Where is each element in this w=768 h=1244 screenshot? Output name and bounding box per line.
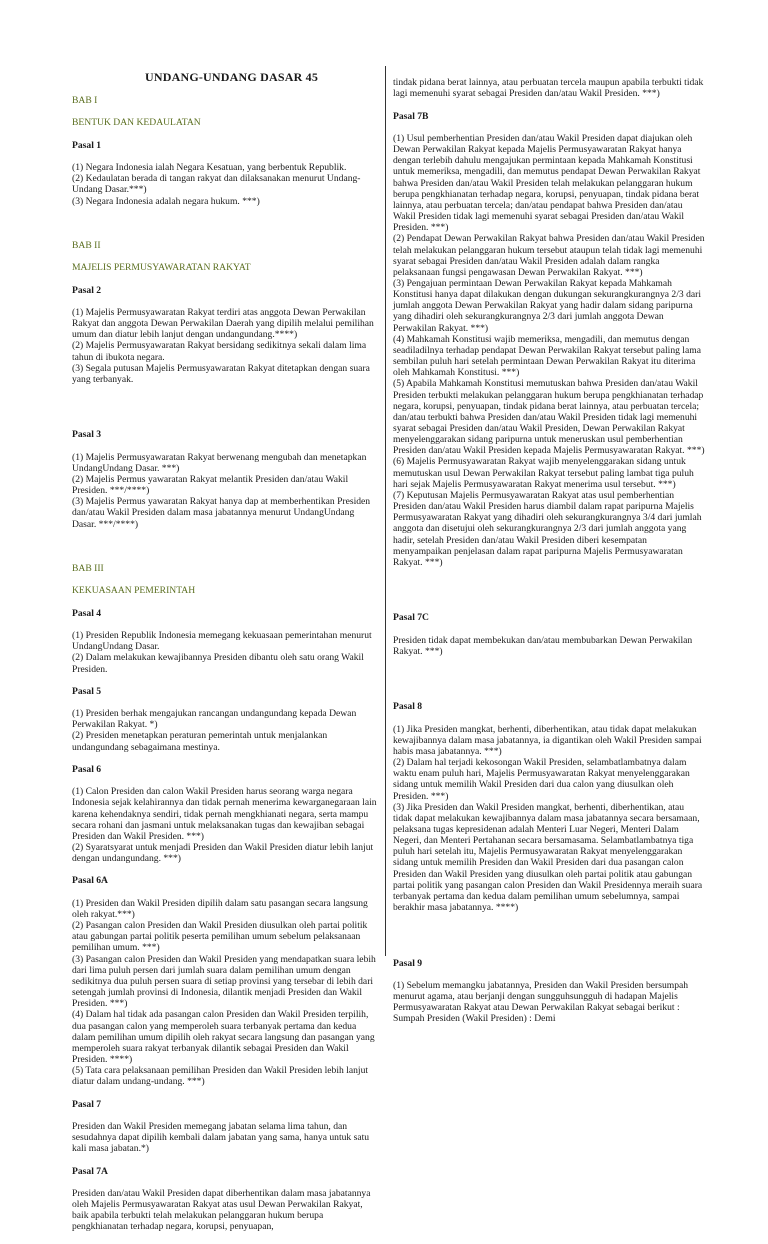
article-body-continued: tindak pidana berat lainnya, atau perbuatan tercela maupun apabila terbukti tidak lagi memenuhi syarat sebagai Presiden dan/atau Wakil Presiden. ***) [393, 77, 704, 100]
chapter-title: BENTUK DAN KEDAULATAN [72, 117, 201, 129]
column-divider [385, 66, 386, 956]
document-title: UNDANG-UNDANG DASAR 45 [145, 70, 319, 84]
article-heading: Pasal 6A [72, 875, 108, 887]
article-body: (1) Calon Presiden dan calon Wakil Presiden harus seorang warga negara Indonesia sejak kelahirannya dan tidak pernah menerima kewarganegaraan lain karena kehendaknya sendiri, tidak pernah mengkhianati negara, serta mampu secara rohani dan jasmani untuk melaksanakan tugas dan kewajiban sebagai Presiden dan Wakil Presiden. ***) (2) Syaratsyarat untuk menjadi Presiden dan Wakil Presiden diatur lebih lanjut dengan undangundang. ***) [72, 786, 377, 865]
article-heading: Pasal 7C [393, 612, 429, 624]
article-body: (1) Majelis Permusyawaratan Rakyat berwenang mengubah dan menetapkan UndangUndang Dasar. ***) (2) Majelis Permus yawaratan Rakyat melantik Presiden dan/atau Wakil Presiden. ***/****) (3) Majelis Permus yawaratan Rakyat hanya dap at memberhentikan Presiden dan/atau Wakil Presiden dalam masa jabatannya menurut UndangUndang Dasar. ***/****) [72, 451, 371, 530]
article-body: (1) Jika Presiden mangkat, berhenti, diberhentikan, atau tidak dapat melakukan kewajibannya dalam masa jabatannya, ia digantikan oleh Wakil Presiden sampai habis masa jabatannya. ***) (2) Dalam hal terjadi kekosongan Wakil Presiden, selambatlambatnya dalam waktu enam puluh hari, Majelis Permusyawaratan Rakyat menyelenggarakan sidang untuk memilih Wakil Presiden dari dua calon yang diusulkan oleh Presiden. ***) (3) Jika Presiden dan Wakil Presiden mangkat, berhenti, diberhentikan, atau tidak dapat melakukan kewajibannya dalam masa jabatannya secara bersamaan, pelaksana tugas kepresidenan adalah Menteri Luar Negeri, Menteri Dalam Negeri, dan Menteri Pertahanan secara bersamasama. Selambatlambatnya tiga puluh hari setelah itu, Majelis Permusyawaratan Rakyat menyelenggarakan sidang untuk memilih Presiden dan Wakil Presiden dari dua pasangan calon Presiden dan Wakil Presiden yang diusulkan oleh partai politik atau gabungan partai politik yang pasangan calon Presiden dan Wakil Presidennya meraih suara terbanyak pertama dan kedua dalam pemilihan umum sebelumnya, sampai berakhir masa jabatannya. ****) [393, 723, 703, 914]
article-heading: Pasal 8 [393, 701, 423, 713]
chapter-title: MAJELIS PERMUSYAWARATAN RAKYAT [72, 262, 251, 274]
left-column [72, 84, 378, 1244]
right-column [393, 66, 705, 1036]
article-body: (1) Presiden Republik Indonesia memegang kekuasaan pemerintahan menurut UndangUndang Dasar. (2) Dalam melakukan kewajibannya Presiden dibantu oleh satu orang Wakil Presiden. [72, 630, 372, 675]
article-heading: Pasal 2 [72, 284, 102, 296]
article-body: (1) Sebelum memangku jabatannya, Presiden dan Wakil Presiden bersumpah menurut agama, atau berjanji dengan sungguhsungguh di hadapan Majelis Permusyawaratan Rakyat atau Dewan Perwakilan Rakyat sebagai berikut : Sumpah Presiden (Wakil Presiden) : Demi [393, 979, 689, 1025]
article-heading: Pasal 7B [393, 110, 429, 122]
article-heading: Pasal 7 [72, 1098, 102, 1110]
article-body: (1) Usul pemberhentian Presiden dan/atau Wakil Presiden dapat diajukan oleh Dewan Perwakilan Rakyat kepada Majelis Permusyawaratan Rakyat hanya dengan terlebih dahulu mengajukan permintaan kepada Mahkamah Konstitusi untuk memeriksa, mengadili, dan memutus pendapat Dewan Perwakilan Rakyat bahwa Presiden dan/atau Wakil Presiden telah melakukan pelanggaran hukum berupa pengkhianatan terhadap negara, korupsi, penyuapan, tindak pidana berat lainnya, atau perbuatan tercela; dan/atau pendapat bahwa Presiden dan/atau Wakil Presiden tidak lagi memenuhi syarat sebagai Presiden dan/atau Wakil Presiden. ***) (2) Pendapat Dewan Perwakilan Rakyat bahwa Presiden dan/atau Wakil Presiden telah melakukan pelanggaran hukum tersebut ataupun telah tidak lagi memenuhi syarat sebagai Presiden dan/atau Wakil Presiden adalah dalam rangka pelaksanaan fungsi pengawasan Dewan Perwakilan Rakyat. ***) (3) Pengajuan permintaan Dewan Perwakilan Rakyat kepada Mahkamah Konstitusi hanya dapat dilakukan dengan dukungan sekurangkurangnya 2/3 dari jumlah anggota Dewan Perwakilan Rakyat yang hadir dalam sidang paripurna yang dihadiri oleh sekurangkurangnya 2/3 dari jumlah anggota Dewan Perwakilan Rakyat. ***) (4) Mahkamah Konstitusi wajib memeriksa, mengadili, dan memutus dengan seadiladilnya terhadap pendapat Dewan Perwakilan Rakyat tersebut paling lama sembilan puluh hari setelah permintaan Dewan Perwakilan Rakyat itu diterima oleh Mahkamah Konstitusi. ***) (5) Apabila Mahkamah Konstitusi memutuskan bahwa Presiden dan/atau Wakil Presiden terbukti melakukan pelanggaran hukum berupa pengkhianatan terhadap negara, korupsi, penyuapan, tindak pidana berat lainnya, atau perbuatan tercela; dan/atau terbukti bahwa Presiden dan/atau Wakil Presiden tidak lagi memenuhi syarat sebagai Presiden dan/atau Wakil Presiden, Dewan Perwakilan Rakyat menyelenggarakan sidang paripurna untuk meneruskan usul pemberhentian Presiden dan/atau Wakil Presiden kepada Majelis Permusyawaratan Rakyat. ***) (6) Majelis Permusyawaratan Rakyat wajib menyelenggarakan sidang untuk memutuskan usul Dewan Perwakilan Rakyat tersebut paling lambat tiga puluh hari sejak Majelis Permusyawaratan Rakyat menerima usul tersebut. ***) (7) Keputusan Majelis Permusyawaratan Rakyat atas usul pemberhentian Presiden dan/atau Wakil Presiden harus diambil dalam rapat paripurna Majelis Permusyawaratan Rakyat yang dihadiri oleh sekurangkurangnya 3/4 dari jumlah anggota dan disetujui oleh sekurangkurangnya 2/3 dari jumlah anggota yang hadir, setelah Presiden dan/atau Wakil Presiden diberi kesempatan menyampaikan penjelasan dalam rapat paripurna Majelis Permusyawaratan Rakyat. ***) [393, 132, 705, 568]
article-body: Presiden tidak dapat membekukan dan/atau membubarkan Dewan Perwakilan Rakyat. ***) [393, 634, 693, 657]
article-heading: Pasal 9 [393, 957, 423, 969]
article-body: Presiden dan Wakil Presiden memegang jabatan selama lima tahun, dan sesudahnya dapat dipilih kembali dalam jabatan yang sama, hanya untuk satu kali masa jabatan.*) [72, 1120, 370, 1155]
article-heading: Pasal 7A [72, 1165, 108, 1177]
article-heading: Pasal 4 [72, 607, 102, 619]
article-heading: Pasal 6 [72, 763, 102, 775]
chapter-heading: BAB I [72, 95, 98, 107]
article-body: (1) Negara Indonesia ialah Negara Kesatuan, yang berbentuk Republik. (2) Kedaulatan berada di tangan rakyat dan dilaksanakan menurut Undang-Undang Dasar.***) (3) Negara Indonesia adalah negara hukum. ***) [72, 162, 361, 207]
article-heading: Pasal 3 [72, 429, 102, 441]
article-body: (1) Presiden berhak mengajukan rancangan undangundang kepada Dewan Perwakilan Rakyat. *) (2) Presiden menetapkan peraturan pemerintah untuk menjalankan undangundang sebagaimana mestinya. [72, 708, 357, 753]
chapter-title: KEKUASAAN PEMERINTAH [72, 585, 196, 597]
chapter-heading: BAB II [72, 240, 101, 252]
article-heading: Pasal 5 [72, 685, 102, 697]
chapter-heading: BAB III [72, 563, 104, 575]
article-body: (1) Presiden dan Wakil Presiden dipilih dalam satu pasangan secara langsung oleh rakyat.***) (2) Pasangan calon Presiden dan Wakil Presiden diusulkan oleh partai politik atau gabungan partai politik peserta pemilihan umum sebelum pelaksanaan pemilihan umum. ***) (3) Pasangan calon Presiden dan Wakil Presiden yang mendapatkan suara lebih dari lima puluh persen dari jumlah suara dalam pemilihan umum dengan sedikitnya dua puluh persen suara di setiap provinsi yang tersebar di lebih dari setengah jumlah provinsi di Indonesia, dilantik menjadi Presiden dan Wakil Presiden. ***) (4) Dalam hal tidak ada pasangan calon Presiden dan Wakil Presiden terpilih, dua pasangan calon yang memperoleh suara terbanyak pertama dan kedua dalam pemilihan umum dipilih oleh rakyat secara langsung dan pasangan yang memperoleh suara rakyat terbanyak dilantik sebagai Presiden dan Wakil Presiden. ****) (5) Tata cara pelaksanaan pemilihan Presiden dan Wakil Presiden lebih lanjut diatur dalam undang-undang. ***) [72, 897, 376, 1088]
article-body: Presiden dan/atau Wakil Presiden dapat diberhentikan dalam masa jabatannya oleh Majelis Permusyawaratan Rakyat atas usul Dewan Perwakilan Rakyat, baik apabila terbukti telah melakukan pelanggaran hukum berupa pengkhianatan terhadap negara, korupsi, penyuapan, [72, 1187, 371, 1233]
article-heading: Pasal 1 [72, 139, 102, 151]
article-body: (1) Majelis Permusyawaratan Rakyat terdiri atas anggota Dewan Perwakilan Rakyat dan anggota Dewan Perwakilan Daerah yang dipilih melalui pemilihan umum dan diatur lebih lanjut dengan undangundang.****) (2) Majelis Permusyawaratan Rakyat bersidang sedikitnya sekali dalam lima tahun di ibukota negara. (3) Segala putusan Majelis Permusyawaratan Rakyat ditetapkan dengan suara yang terbanyak. [72, 306, 374, 385]
